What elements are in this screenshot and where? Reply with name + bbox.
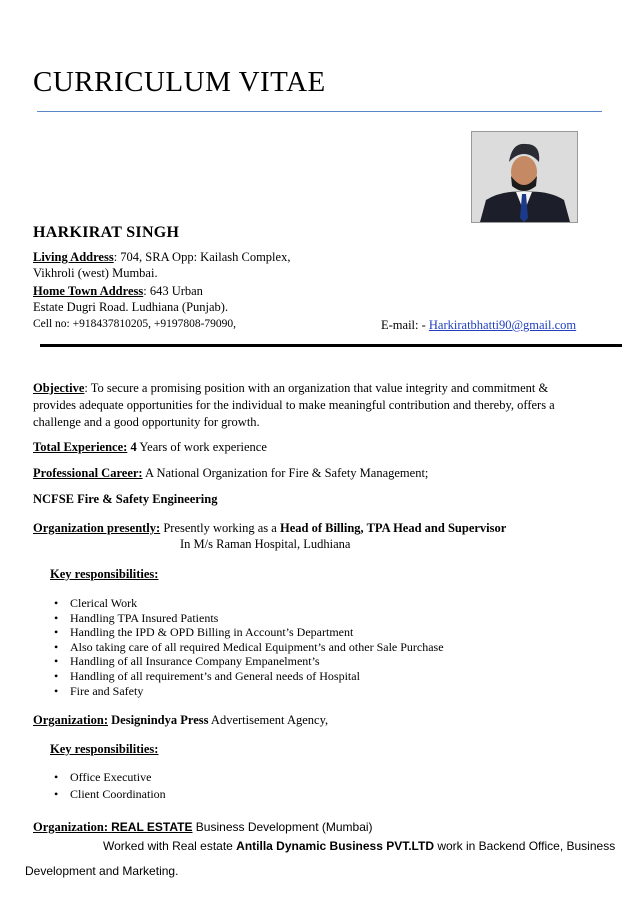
org2-label: Organization: [33, 713, 108, 727]
profile-photo [471, 131, 578, 223]
email-link[interactable]: Harkiratbhatti90@gmail.com [428, 318, 577, 332]
career-text: A National Organization for Fire & Safety Management; [142, 466, 429, 480]
ncfse-heading: NCFSE Fire & Safety Engineering [33, 492, 218, 506]
organization-2 [33, 713, 328, 728]
objective-text: : To secure a promising position with an organization that value integrity and commitment & provides adequate opportunities for the individual to make meaningful contribution and thereby, offers a challenge and a good opportunity for growth. [33, 381, 555, 429]
page-title: CURRICULUM VITAE [33, 66, 326, 98]
living-address-label: Living Address [33, 250, 114, 264]
career-label: Professional Career: [33, 466, 143, 480]
key-responsibilities-heading: Key responsibilities: [50, 567, 159, 581]
org3-line2-c: work in Backend Office, Business [434, 839, 616, 853]
objective [33, 380, 593, 431]
list-item: • Clerical Work [52, 596, 444, 611]
home-address-line2: Estate Dugri Road. Ludhiana (Punjab). [33, 300, 229, 314]
org3-rest: Business Development (Mumbai) [192, 820, 373, 834]
org3-company: Antilla Dynamic Business PVT.LTD [236, 839, 434, 853]
org3-label: Organization: [33, 820, 112, 834]
org1-role: Head of Billing, TPA Head and Supervisor [279, 521, 507, 535]
list-item: • Handling the IPD & OPD Billing in Account’s Department [52, 625, 444, 640]
section-divider [40, 344, 622, 347]
org1-label: Organization presently: [33, 521, 161, 535]
org3-line3: Development and Marketing. [25, 864, 179, 878]
list-item: • Handling of all requirement’s and General needs of Hospital [52, 669, 444, 684]
title-rule [37, 111, 602, 112]
living-address-line2: Vikhroli (west) Mumbai. [33, 266, 158, 280]
total-experience-label: Total Experience: [33, 440, 128, 454]
org2-rest: Advertisement Agency, [208, 713, 329, 727]
list-item: • Handling of all Insurance Company Empanelment’s [52, 654, 444, 669]
home-address-label: Home Town Address [33, 284, 144, 298]
org3-line2-a: Worked with Real estate [103, 839, 237, 853]
email-label: E-mail: - [381, 318, 426, 332]
org1-text: Presently working as a [160, 521, 280, 535]
total-experience [33, 440, 267, 455]
list-item: • Client Coordination [52, 786, 166, 803]
responsibilities-list [52, 596, 444, 698]
cell-numbers: Cell no: +918437810205, +9197808-79090, [33, 318, 237, 330]
objective-label: Objective [33, 381, 85, 395]
living-address [33, 250, 290, 265]
total-experience-value: 4 [130, 440, 137, 454]
list-item: • Fire and Safety [52, 684, 444, 699]
living-address-line1: : 704, SRA Opp: Kailash Complex, [113, 250, 291, 264]
candidate-name: HARKIRAT SINGH [33, 224, 180, 241]
person-photo-icon [472, 132, 577, 222]
list-item: • Also taking care of all required Medical Equipment’s and other Sale Purchase [52, 640, 444, 655]
org1-location: In M/s Raman Hospital, Ludhiana [180, 537, 351, 551]
home-address [33, 284, 203, 299]
org3-details [103, 839, 615, 853]
list-item: • Office Executive [52, 769, 166, 786]
list-item: • Handling TPA Insured Patients [52, 611, 444, 626]
key-responsibilities-heading-2: Key responsibilities: [50, 742, 159, 756]
organization-present [33, 521, 506, 536]
total-experience-rest: Years of work experience [136, 440, 267, 454]
organization-3 [33, 820, 373, 835]
home-address-line1: : 643 Urban [143, 284, 203, 298]
responsibilities-list-2 [52, 769, 166, 803]
professional-career [33, 466, 428, 481]
org3-name: REAL ESTATE [111, 820, 193, 834]
email-line [381, 318, 576, 333]
org2-name: Designindya Press [108, 713, 209, 727]
